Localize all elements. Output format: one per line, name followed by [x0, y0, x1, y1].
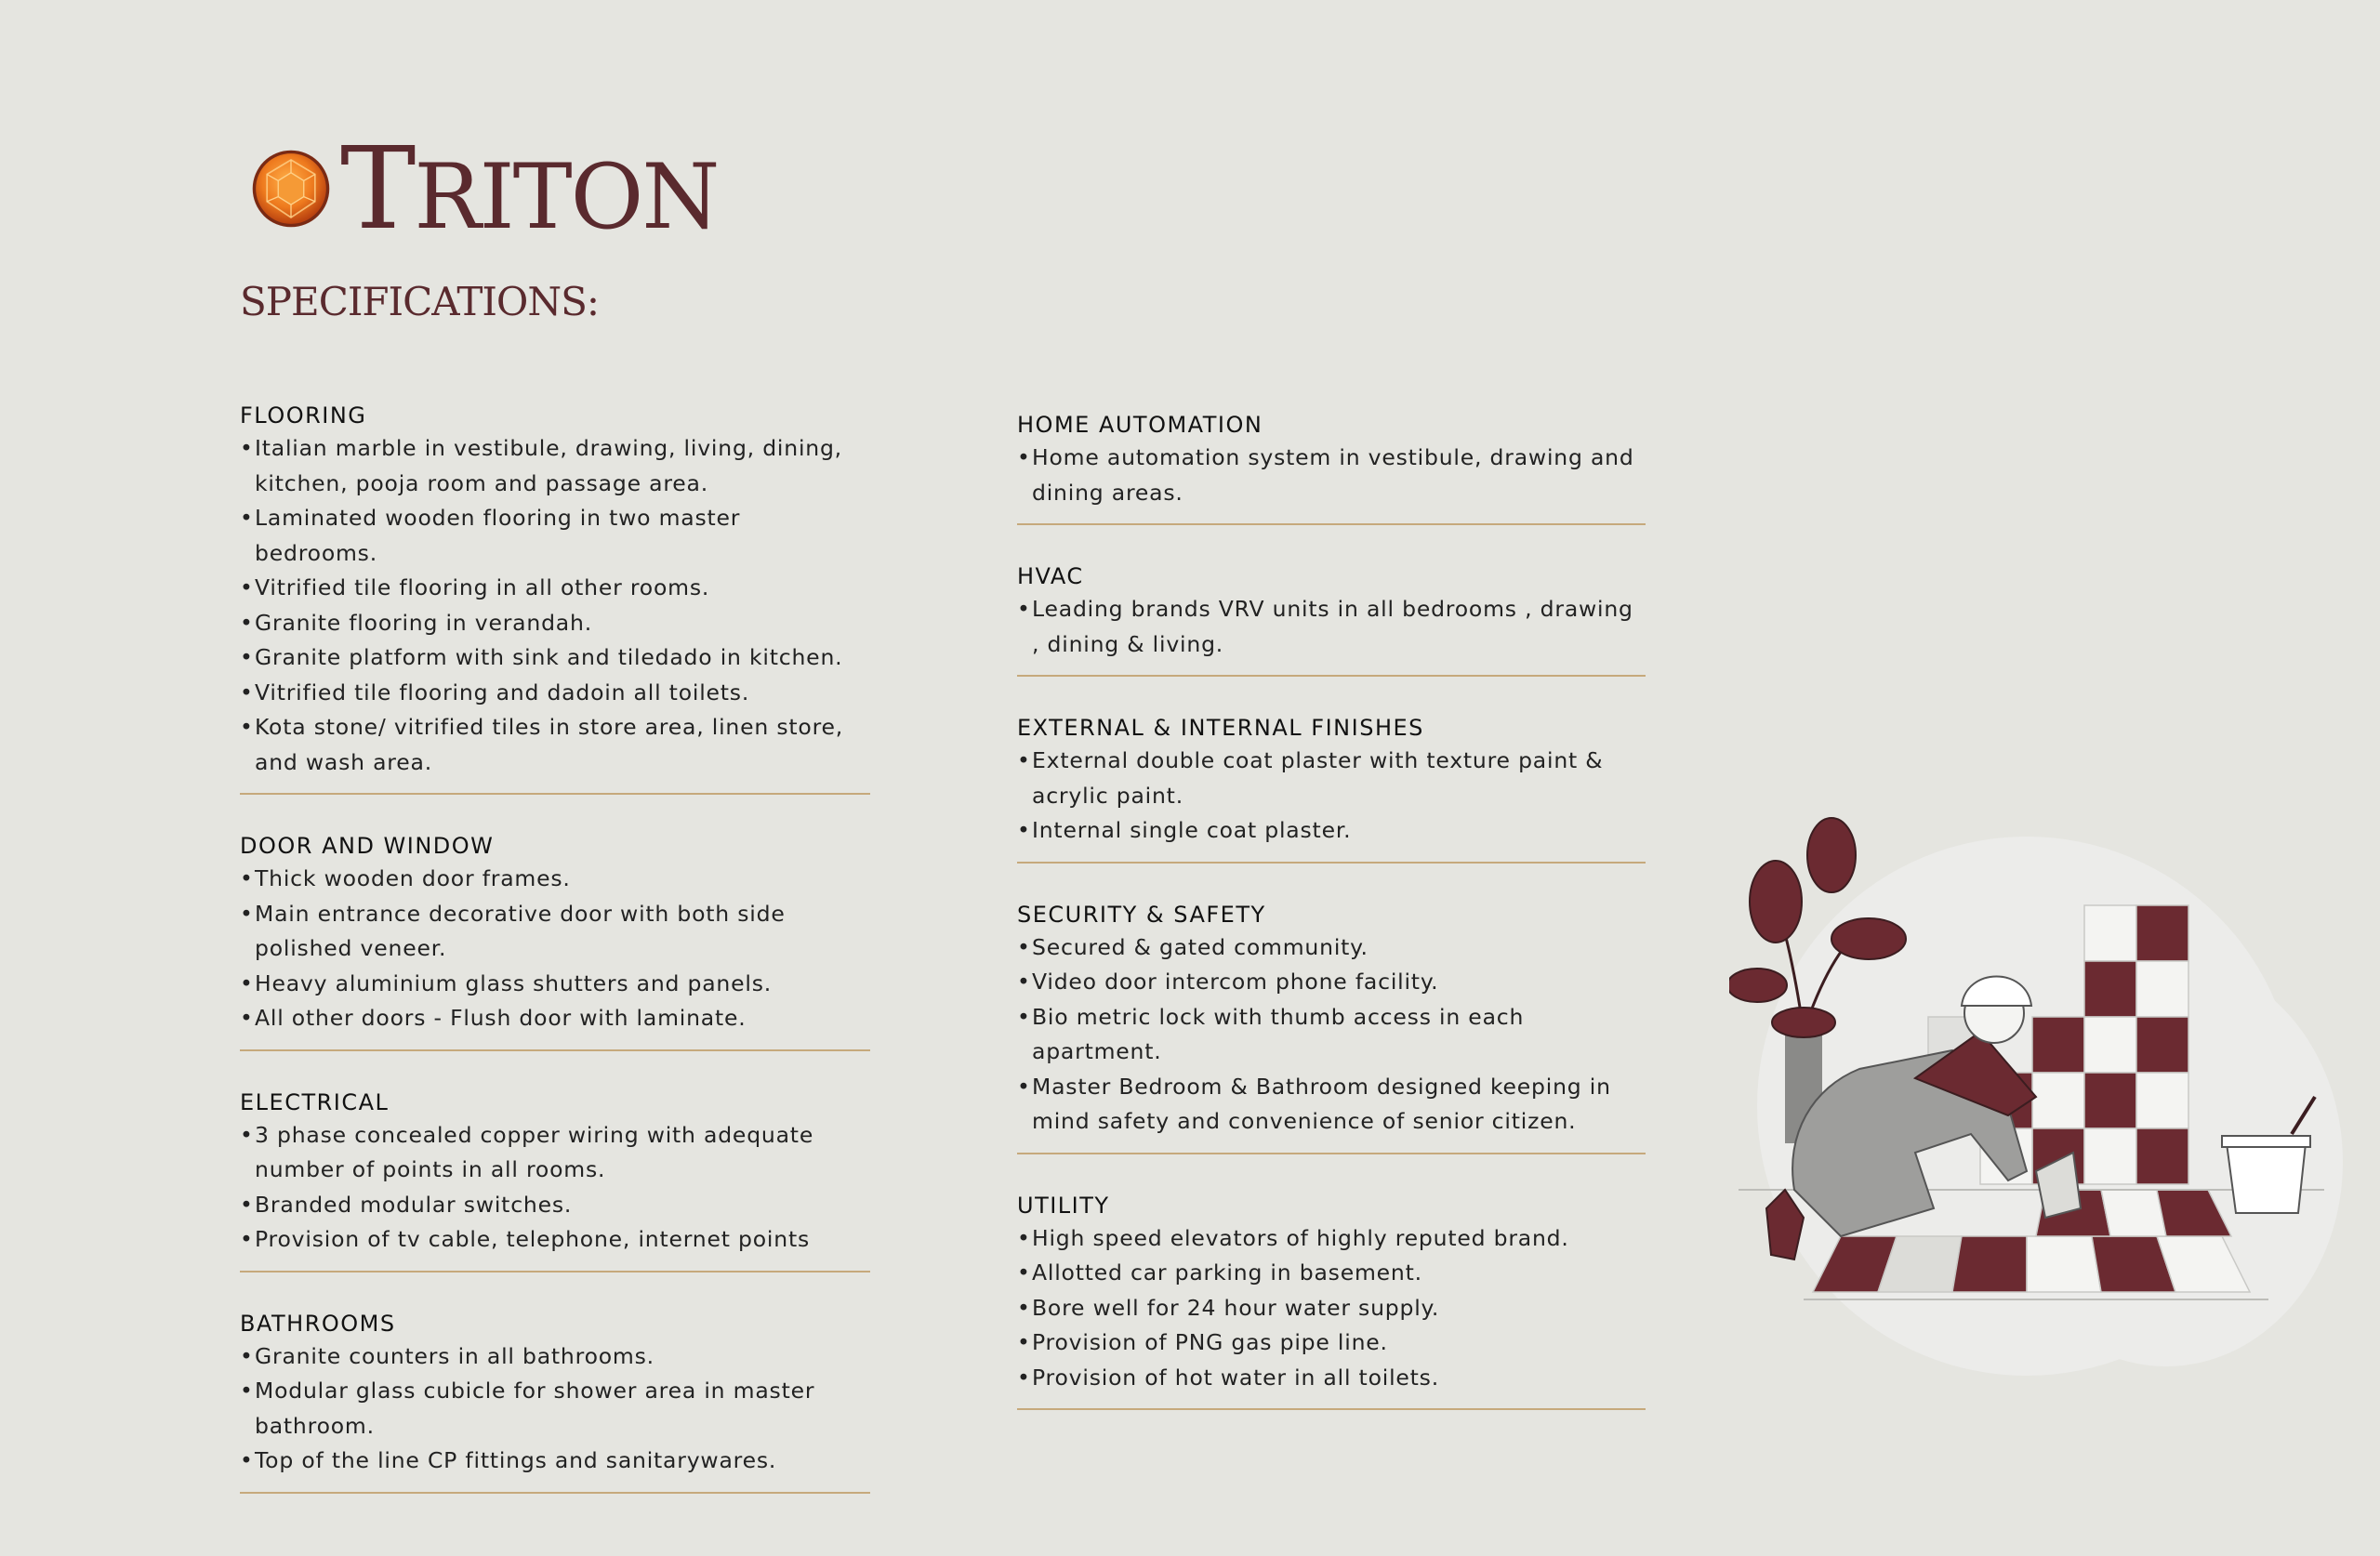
spec-item: • Branded modular switches.	[240, 1188, 870, 1223]
spec-list	[240, 1339, 870, 1479]
spec-item: • Modular glass cubicle for shower area in master bathroom.	[240, 1374, 870, 1444]
left-column	[240, 400, 870, 1529]
section-utility	[1017, 1190, 1646, 1411]
spec-item: • External double coat plaster with texture paint & acrylic paint.	[1017, 744, 1646, 813]
section-title: ELECTRICAL	[240, 1088, 390, 1115]
spec-item: • Vitrified tile flooring and dadoin all toilets.	[240, 676, 870, 711]
page-title: SPECIFICATIONS:	[240, 279, 600, 324]
gem-icon	[251, 149, 331, 229]
spec-item: • Granite flooring in verandah.	[240, 606, 870, 641]
spec-item: • All other doors - Flush door with laminate.	[240, 1001, 870, 1036]
spec-item: • Italian marble in vestibule, drawing, living, dining, kitchen, pooja room and passage area.	[240, 431, 870, 501]
section-home-automation	[1017, 409, 1646, 525]
spec-item: • Laminated wooden flooring in two master bedrooms.	[240, 501, 870, 571]
spec-item: • Thick wooden door frames.	[240, 862, 870, 897]
section-title: DOOR AND WINDOW	[240, 833, 495, 859]
section-external-and-internal-finishes	[1017, 712, 1646, 864]
section-bathrooms	[240, 1308, 870, 1494]
spec-item: • Top of the line CP fittings and sanitarywares.	[240, 1444, 870, 1479]
spec-item: • Secured & gated community.	[1017, 930, 1646, 966]
spec-item: • Leading brands VRV units in all bedrooms , drawing , dining & living.	[1017, 592, 1646, 662]
spec-list	[240, 431, 870, 780]
section-title: HOME AUTOMATION	[1017, 412, 1263, 438]
spec-list	[1017, 441, 1646, 510]
spec-item: • Heavy aluminium glass shutters and panels.	[240, 967, 870, 1002]
spec-item: • Main entrance decorative door with both side polished veneer.	[240, 897, 870, 967]
spec-list	[1017, 930, 1646, 1140]
spec-item: • Allotted car parking in basement.	[1017, 1256, 1646, 1291]
section-door-and-window	[240, 830, 870, 1051]
brand-logo	[251, 123, 719, 255]
spec-list	[1017, 1221, 1646, 1396]
spec-item: • Granite platform with sink and tiledado in kitchen.	[240, 640, 870, 676]
spec-item: • Video door intercom phone facility.	[1017, 965, 1646, 1000]
spec-item: • Home automation system in vestibule, drawing and dining areas.	[1017, 441, 1646, 510]
right-column	[1017, 409, 1646, 1445]
spec-item: • Internal single coat plaster.	[1017, 813, 1646, 849]
section-title: SECURITY & SAFETY	[1017, 901, 1266, 928]
section-title: FLOORING	[240, 402, 367, 429]
spec-item: • High speed elevators of highly reputed brand.	[1017, 1221, 1646, 1257]
spec-item: • Bio metric lock with thumb access in each apartment.	[1017, 1000, 1646, 1070]
spec-item: • 3 phase concealed copper wiring with adequate number of points in all rooms.	[240, 1118, 870, 1188]
section-title: HVAC	[1017, 563, 1084, 589]
section-electrical	[240, 1087, 870, 1272]
section-security-and-safety	[1017, 899, 1646, 1154]
section-title: BATHROOMS	[240, 1310, 396, 1337]
spec-item: • Provision of hot water in all toilets.	[1017, 1361, 1646, 1396]
spec-list	[240, 1118, 870, 1258]
spec-list	[1017, 744, 1646, 849]
spec-list	[240, 862, 870, 1036]
spec-item: • Granite counters in all bathrooms.	[240, 1339, 870, 1375]
spec-item: • Provision of tv cable, telephone, internet points	[240, 1222, 870, 1258]
spec-item: • Vitrified tile flooring in all other rooms.	[240, 571, 870, 606]
section-title: EXTERNAL & INTERNAL FINISHES	[1017, 715, 1424, 741]
brand-name-rest: RITON	[414, 145, 719, 249]
spec-item: • Master Bedroom & Bathroom designed keeping in mind safety and convenience of senior citizen.	[1017, 1070, 1646, 1140]
section-flooring	[240, 400, 870, 795]
brand-name	[340, 123, 719, 255]
section-hvac	[1017, 560, 1646, 677]
spec-list	[1017, 592, 1646, 662]
tile-worker-illustration	[1729, 799, 2343, 1394]
spec-item: • Provision of PNG gas pipe line.	[1017, 1325, 1646, 1361]
spec-item: • Bore well for 24 hour water supply.	[1017, 1291, 1646, 1326]
brand-name-first: T	[340, 123, 415, 255]
section-title: UTILITY	[1017, 1192, 1110, 1219]
spec-item: • Kota stone/ vitrified tiles in store area, linen store, and wash area.	[240, 710, 870, 780]
